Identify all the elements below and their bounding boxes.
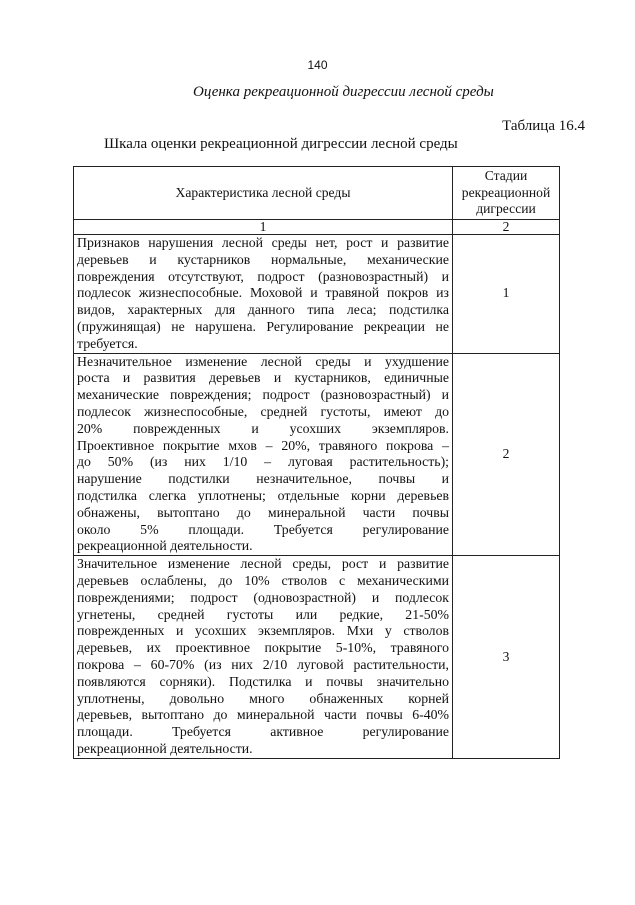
characteristic-line: площади. Требуется активное регулирование	[77, 724, 449, 740]
column-number-row	[74, 220, 560, 235]
stage-cell: 2	[453, 353, 560, 556]
stage-cell: 1	[453, 235, 560, 354]
header-characteristic: Характеристика лесной среды	[74, 167, 453, 220]
header-stage-line: дигрессии	[476, 201, 536, 217]
characteristic-line: Проективное покрытие мхов – 20%, травяного покрова –	[77, 437, 449, 453]
characteristic-line: деревьев ослаблены, до 10% стволов с механическими	[77, 572, 449, 588]
characteristic-line: требуется.	[77, 335, 138, 351]
running-title: Оценка рекреационной дигрессии лесной среды	[193, 84, 494, 100]
characteristic-line: обнажены, вытоптано до минеральной части почвы	[77, 504, 449, 520]
table-body	[74, 235, 560, 759]
characteristic-line: подлесок жизнеспособные, средней густоты, имеют до	[77, 403, 449, 419]
characteristic-cell	[74, 353, 453, 556]
characteristic-line: нарушение подстилки незначительное, почвы и	[77, 471, 449, 487]
characteristic-line: уплотнены, довольно много обнаженных корней	[77, 690, 449, 706]
header-stage-line: рекреационной	[461, 184, 551, 200]
characteristic-line: деревьев и кустарников нормальные, механические	[77, 251, 449, 267]
characteristic-line: видов, характерных для данного типа леса; подстилка	[77, 302, 449, 318]
characteristic-line: 20% поврежденных и усохших экземпляров.	[77, 420, 449, 436]
characteristic-line: рекреационной деятельности.	[77, 538, 253, 554]
characteristic-line: Незначительное изменение лесной среды и ухудшение	[77, 353, 449, 369]
characteristic-cell	[74, 235, 453, 354]
table-row	[74, 556, 560, 759]
header-stage	[453, 167, 560, 220]
characteristic-line: роста и развития деревьев и кустарников, единичные	[77, 370, 449, 386]
page-number: 140	[307, 58, 328, 72]
characteristic-line: поврежденных и усохших экземпляров. Мхи у стволов	[77, 623, 449, 639]
characteristic-line: рекреационной деятельности.	[77, 740, 253, 756]
characteristic-line: (пружинящая) не нарушена. Регулирование рекреации не	[77, 318, 449, 334]
table-row	[74, 353, 560, 556]
column-number: 2	[453, 220, 560, 235]
characteristic-line: механические повреждения; подрост (разновозрастный) и	[77, 387, 449, 403]
characteristic-line: подлесок жизнеспособные. Моховой и травяной покров из	[77, 285, 449, 301]
header-stage-line: Стадии	[484, 168, 528, 184]
characteristic-line: до 50% (из них 1/10 – луговая растительность);	[77, 454, 449, 470]
characteristic-line: деревьев, их проективное покрытие 5-10%, травяного	[77, 640, 449, 656]
stage-cell: 3	[453, 556, 560, 759]
characteristic-line: появляются сорняки). Подстилка и почвы значительно	[77, 673, 449, 689]
characteristic-line: подстилка слегка уплотнены; отдельные корни деревьев	[77, 487, 449, 503]
characteristic-line: Признаков нарушения лесной среды нет, рост и развитие	[77, 235, 449, 250]
characteristic-line: около 5% площади. Требуется регулирование	[77, 521, 449, 537]
table-label: Таблица 16.4	[502, 118, 585, 134]
characteristic-line: покрова – 60-70% (из них 2/10 луговой растительности,	[77, 656, 449, 672]
column-number: 1	[74, 220, 453, 235]
table-row	[74, 235, 560, 354]
table-header-row	[74, 167, 560, 220]
digression-scale-table	[73, 166, 560, 759]
characteristic-line: Значительное изменение лесной среды, рост и развитие	[77, 556, 449, 572]
characteristic-cell	[74, 556, 453, 759]
characteristic-line: угнетены, средней густоты или редкие, 21-50%	[77, 606, 449, 622]
characteristic-line: повреждениями; подрост (одновозрастной) и подлесок	[77, 589, 449, 605]
table-title: Шкала оценки рекреационной дигрессии лесной среды	[104, 136, 458, 152]
characteristic-line: повреждения отсутствуют, подрост (разновозрастный) и	[77, 268, 449, 284]
characteristic-line: деревьев, вытоптано до минеральной части почвы 6-40%	[77, 707, 449, 723]
